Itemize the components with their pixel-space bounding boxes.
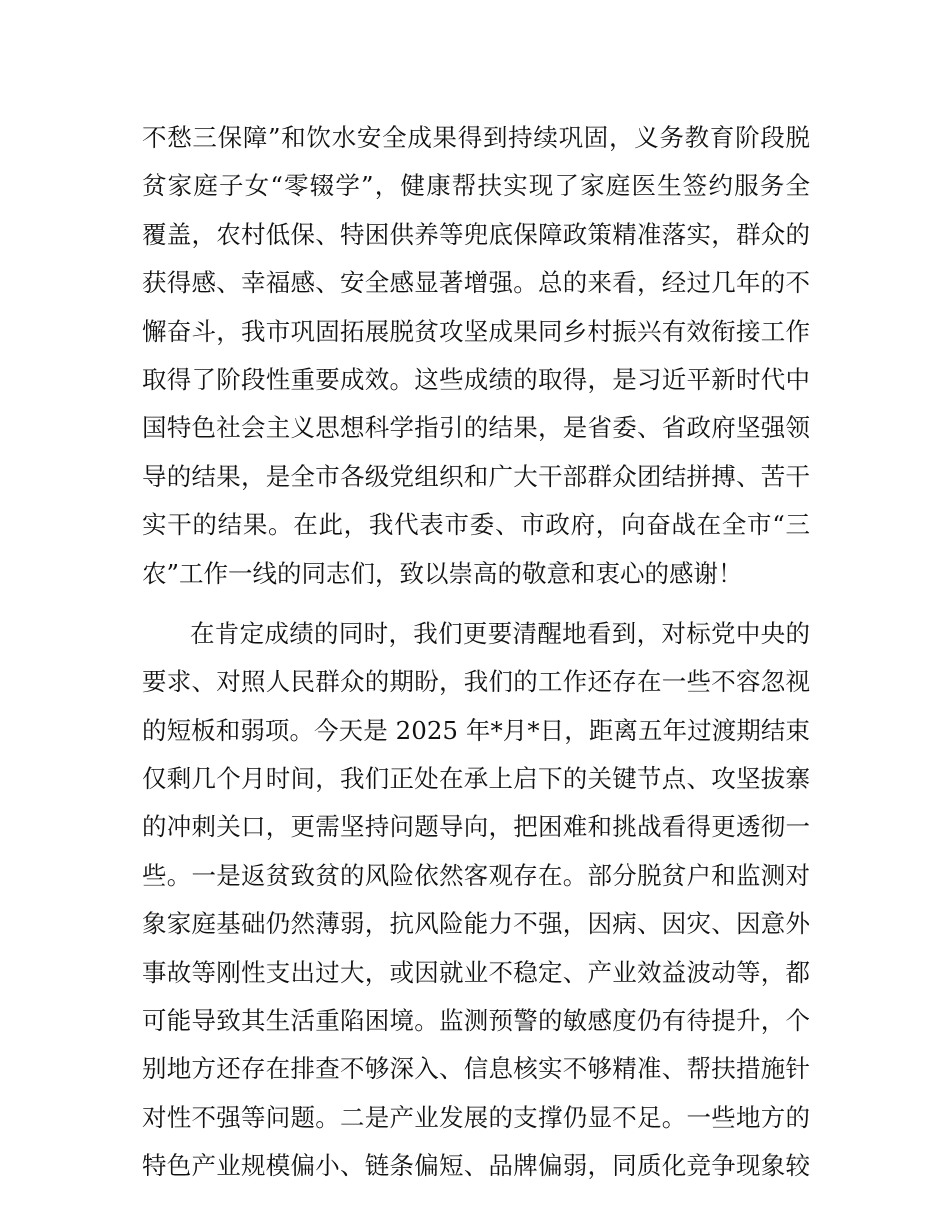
text-line: 的冲刺关口，更需坚持问题导向，把困难和挑战看得更透彻一 bbox=[142, 812, 810, 842]
text-line: 仅剩几个月时间，我们正处在承上启下的关键节点、攻坚拔寨 bbox=[142, 764, 810, 794]
text-line: 些。一是返贫致贫的风险依然客观存在。部分脱贫户和监测对 bbox=[142, 860, 810, 890]
text-line: 特色产业规模偏小、链条偏短、品牌偏弱，同质化竞争现象较 bbox=[142, 1151, 810, 1181]
text-line: 获得感、幸福感、安全感显著增强。总的来看，经过几年的不 bbox=[142, 268, 810, 298]
text-line: 的短板和弱项。今天是 2025 年*月*日，距离五年过渡期结束 bbox=[142, 715, 810, 745]
text-line: 对性不强等问题。二是产业发展的支撑仍显不足。一些地方的 bbox=[142, 1102, 810, 1132]
text-line: 别地方还存在排查不够深入、信息核实不够精准、帮扶措施针 bbox=[142, 1054, 810, 1084]
paragraph-gap bbox=[142, 598, 810, 610]
text-line: 实干的结果。在此，我代表市委、市政府，向奋战在全市“三 bbox=[142, 510, 810, 540]
text-line: 要求、对照人民群众的期盼，我们的工作还存在一些不容忽视 bbox=[142, 667, 810, 697]
text-line: 在肯定成绩的同时，我们更要清醒地看到，对标党中央的 bbox=[190, 618, 810, 648]
text-line: 象家庭基础仍然薄弱，抗风险能力不强，因病、因灾、因意外 bbox=[142, 909, 810, 939]
text-line: 取得了阶段性重要成效。这些成绩的取得，是习近平新时代中 bbox=[142, 364, 810, 394]
text-line: 不愁三保障”和饮水安全成果得到持续巩固，义务教育阶段脱 bbox=[142, 123, 810, 152]
paragraph bbox=[142, 610, 810, 1191]
text-line: 国特色社会主义思想科学指引的结果，是省委、省政府坚强领 bbox=[142, 413, 810, 443]
text-line: 导的结果，是全市各级党组织和广大干部群众团结拼搏、苦干 bbox=[142, 461, 810, 491]
text-line: 覆盖，农村低保、特困供养等兜底保障政策精准落实，群众的 bbox=[142, 219, 810, 249]
text-line: 懈奋斗，我市巩固拓展脱贫攻坚成果同乡村振兴有效衔接工作 bbox=[142, 316, 810, 346]
text-line: 贫家庭子女“零辍学”，健康帮扶实现了家庭医生签约服务全 bbox=[142, 171, 810, 201]
text-line: 可能导致其生活重陷困境。监测预警的敏感度仍有待提升，个 bbox=[142, 1006, 810, 1036]
text-line: 事故等刚性支出过大，或因就业不稳定、产业效益波动等，都 bbox=[142, 957, 810, 987]
body-text bbox=[142, 114, 810, 1191]
text-line: 农”工作一线的同志们，致以崇高的敬意和衷心的感谢！ bbox=[142, 558, 743, 588]
paragraph bbox=[142, 114, 810, 598]
